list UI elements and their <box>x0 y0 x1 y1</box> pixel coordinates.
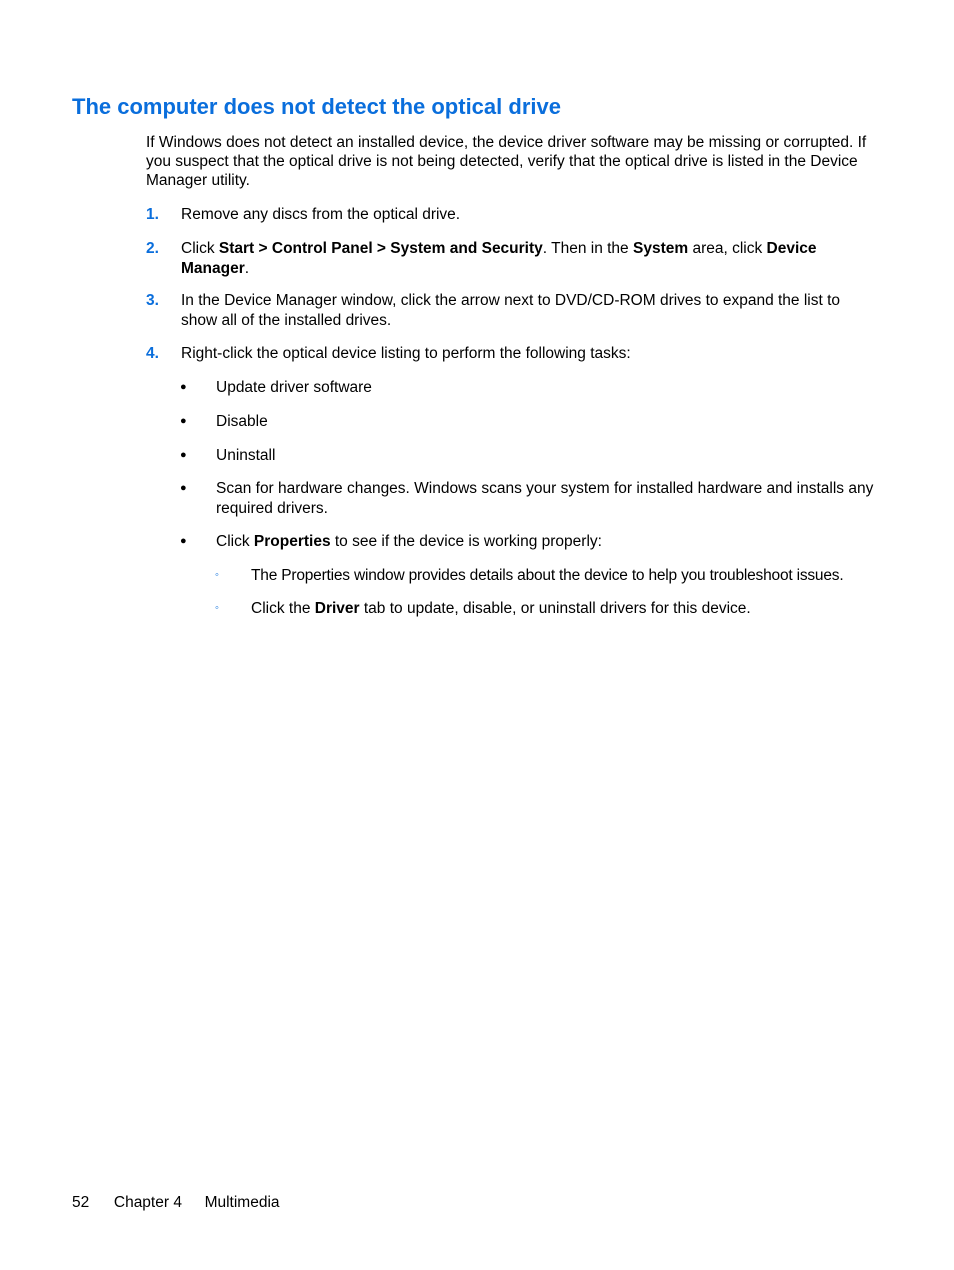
bullet-text: Update driver software <box>216 379 372 396</box>
page-footer <box>72 1193 280 1212</box>
circle-bullet-icon: ◦ <box>215 602 219 614</box>
step-text: Right-click the optical device listing to perform the following tasks: <box>181 345 631 362</box>
system-label: System <box>632 240 689 257</box>
bullet-text: Disable <box>216 413 268 430</box>
menu-path: Start > Control Panel > System and Security <box>218 240 543 257</box>
section-label: Multimedia <box>204 1194 280 1211</box>
step-text: Remove any discs from the optical drive. <box>181 206 461 223</box>
chapter-label: Chapter 4 <box>113 1194 182 1211</box>
bullet-text: Uninstall <box>216 447 276 464</box>
step-number: 3. <box>146 292 159 309</box>
step-number: 2. <box>146 240 159 257</box>
intro-paragraph: If Windows does not detect an installed device, the device driver software may be missing or corrupted. If you suspect that the optical drive is not being detected, verify that the optical drive is listed in the Device Manager utility. <box>146 134 867 189</box>
bullet-dot-icon: ● <box>180 381 187 393</box>
step-number: 1. <box>146 206 159 223</box>
sub-bullet-text: The Properties window provides details about the device to help you troubleshoot issues. <box>251 567 844 584</box>
page-heading: The computer does not detect the optical drive <box>72 94 561 119</box>
driver-label: Driver <box>314 600 360 617</box>
step-text: Click Start > Control Panel > System and Security. Then in the System area, click Device Manager. <box>181 240 817 277</box>
bullet-dot-icon: ● <box>180 535 187 547</box>
page-number: 52 <box>72 1194 90 1211</box>
properties-label: Properties <box>253 533 331 550</box>
circle-bullet-icon: ◦ <box>215 569 219 581</box>
bullet-dot-icon: ● <box>180 415 187 427</box>
bullet-dot-icon: ● <box>180 449 187 461</box>
device-manager-label: Device Manager <box>181 240 817 277</box>
bullet-dot-icon: ● <box>180 482 187 494</box>
step-text: In the Device Manager window, click the arrow next to DVD/CD-ROM drives to expand the list to show all of the installed drives. <box>181 292 841 329</box>
bullet-text: Scan for hardware changes. Windows scans your system for installed hardware and installs any required drivers. <box>216 480 874 517</box>
sub-bullet-text: Click the Driver tab to update, disable, or uninstall drivers for this device. <box>251 600 751 617</box>
step-number: 4. <box>146 345 159 362</box>
bullet-text: Click Properties to see if the device is working properly: <box>216 533 602 550</box>
